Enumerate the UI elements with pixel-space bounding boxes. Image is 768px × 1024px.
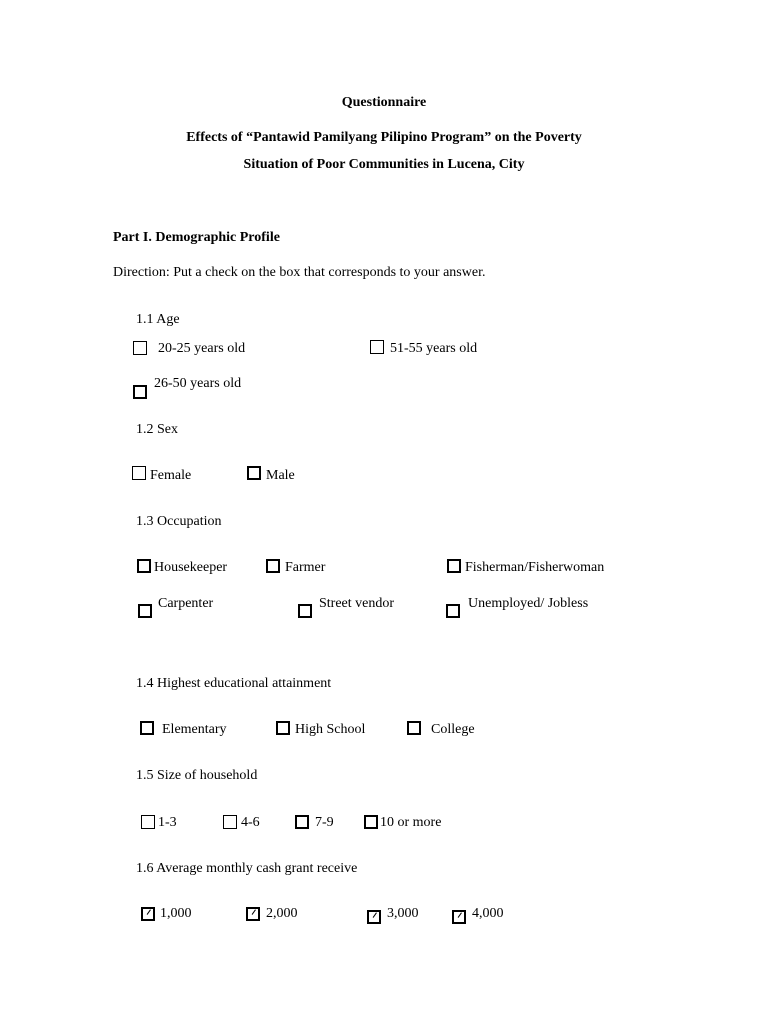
option-label: 10 or more <box>380 815 442 830</box>
checkbox[interactable] <box>295 815 309 829</box>
option-label: High School <box>295 722 366 737</box>
option-label: 3,000 <box>387 906 419 921</box>
option-label: Elementary <box>162 722 227 737</box>
checkbox[interactable] <box>447 559 461 573</box>
checkbox[interactable] <box>132 466 146 480</box>
checkbox[interactable] <box>407 721 421 735</box>
checkbox[interactable] <box>141 907 155 921</box>
part1-heading: Part I. Demographic Profile <box>113 230 280 245</box>
option-label: 1-3 <box>158 815 177 830</box>
document-subtitle-line1: Effects of “Pantawid Pamilyang Pilipino Program” on the Poverty <box>186 130 582 145</box>
document-title: Questionnaire <box>341 95 427 110</box>
checkbox[interactable] <box>247 466 261 480</box>
checkbox[interactable] <box>138 604 152 618</box>
option-label: Street vendor <box>319 596 395 611</box>
checkbox[interactable] <box>276 721 290 735</box>
checkbox[interactable] <box>364 815 378 829</box>
document-subtitle-line2: Situation of Poor Communities in Lucena, City <box>243 157 525 172</box>
option-label: 26-50 years old <box>154 376 242 391</box>
direction-text: Direction: Put a check on the box that corresponds to your answer. <box>113 265 486 280</box>
option-label: College <box>431 722 475 737</box>
checkbox[interactable] <box>133 385 147 399</box>
checkbox[interactable] <box>133 341 147 355</box>
question-sex-label: 1.2 Sex <box>136 422 178 437</box>
question-education-label: 1.4 Highest educational attainment <box>136 676 332 691</box>
option-label: Male <box>266 468 295 483</box>
option-label: 4-6 <box>241 815 260 830</box>
option-label: 51-55 years old <box>390 341 478 356</box>
option-label: 20-25 years old <box>158 341 246 356</box>
question-grant-label: 1.6 Average monthly cash grant receive <box>136 861 358 876</box>
question-occupation-label: 1.3 Occupation <box>136 514 222 529</box>
checkbox[interactable] <box>137 559 151 573</box>
checkbox[interactable] <box>223 815 237 829</box>
option-label: Carpenter <box>158 596 214 611</box>
question-household-label: 1.5 Size of household <box>136 768 258 783</box>
checkbox[interactable] <box>246 907 260 921</box>
option-label: 4,000 <box>472 906 504 921</box>
option-label: 7-9 <box>315 815 334 830</box>
checkbox[interactable] <box>446 604 460 618</box>
checkbox[interactable] <box>452 910 466 924</box>
checkbox[interactable] <box>367 910 381 924</box>
checkbox[interactable] <box>370 340 384 354</box>
question-age-label: 1.1 Age <box>136 312 180 327</box>
checkbox[interactable] <box>266 559 280 573</box>
checkbox[interactable] <box>141 815 155 829</box>
option-label: Unemployed/ Jobless <box>468 596 589 611</box>
option-label: 1,000 <box>160 906 192 921</box>
checkbox[interactable] <box>298 604 312 618</box>
option-label: Housekeeper <box>154 560 228 575</box>
option-label: Female <box>150 468 192 483</box>
option-label: Farmer <box>285 560 326 575</box>
checkbox[interactable] <box>140 721 154 735</box>
option-label: Fisherman/Fisherwoman <box>465 560 605 575</box>
option-label: 2,000 <box>266 906 298 921</box>
